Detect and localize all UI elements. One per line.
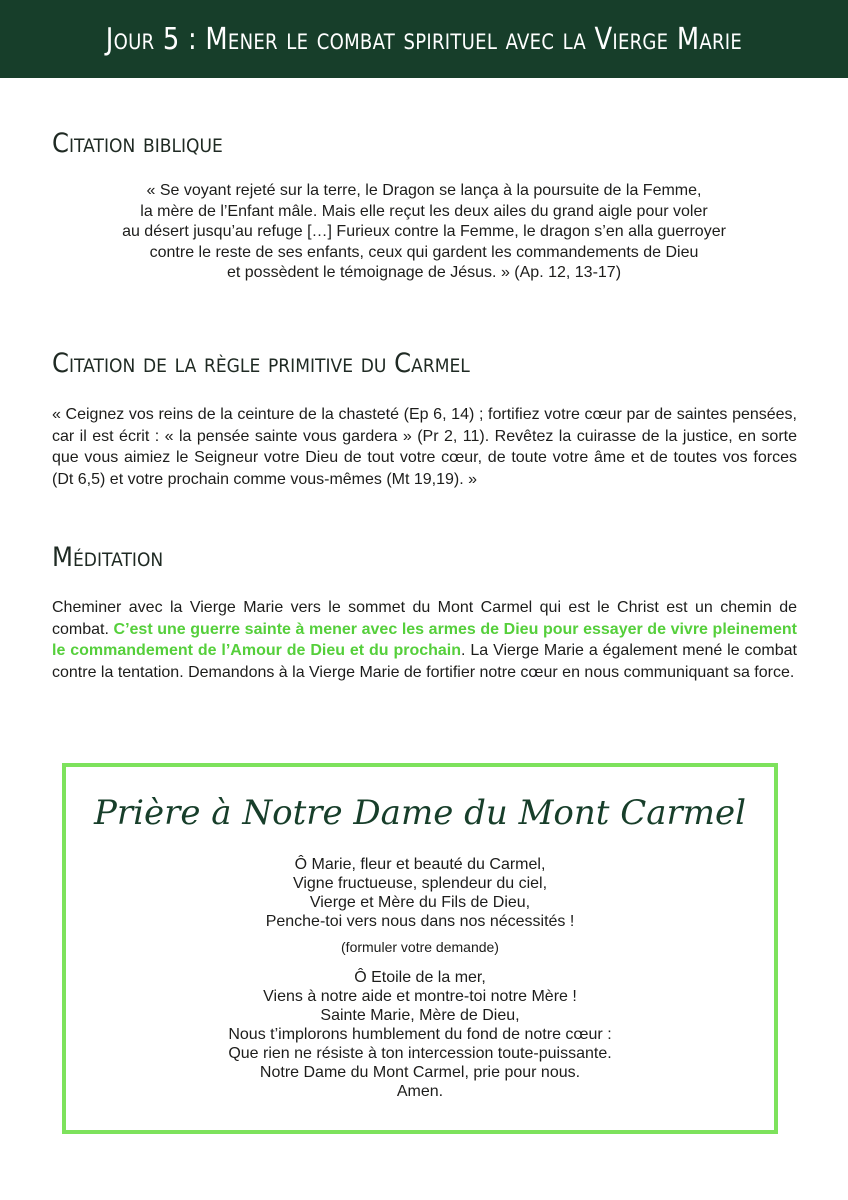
meditation-heading: Méditation xyxy=(52,542,164,573)
carmel-rule-quote: « Ceignez vos reins de la ceinture de la chasteté (Ep 6, 14) ; fortifiez votre cœur par de saintes pensées, car il est écrit : « la pensée sainte vous gardera » (Pr 2, 11). Revêtez la cuirasse de la justice, en sorte que vous aimiez le Seigneur votre Dieu de tout votre cœur, de toute votre âme et de toutes vos forces (Dt 6,5) et votre prochain comme vous-mêmes (Mt 19,19). » xyxy=(52,406,797,488)
prayer-line: Vierge et Mère du Fils de Dieu, xyxy=(309,894,531,911)
prayer-line: Notre Dame du Mont Carmel, prie pour nous. xyxy=(259,1064,581,1081)
bible-quote-line: « Se voyant rejeté sur la terre, le Dragon se lança à la poursuite de la Femme, xyxy=(146,182,702,199)
prayer-line: Amen. xyxy=(396,1083,444,1100)
page-header xyxy=(0,0,848,78)
bible-quote-line: et possèdent le témoignage de Jésus. » (Ap. 12, 13-17) xyxy=(226,264,622,281)
bible-quote xyxy=(60,181,788,284)
bible-quote-line: au désert jusqu’au refuge […] Furieux contre la Femme, le dragon s’en alla guerroyer xyxy=(122,223,726,240)
prayer-line: Viens à notre aide et montre-toi notre Mère ! xyxy=(263,988,577,1005)
meditation-text-intro: Cheminer avec la Vierge Marie vers le sommet du Mont Carmel qui est le Christ est un chemin de combat. xyxy=(52,599,797,638)
prayer-line: Sainte Marie, Mère de Dieu, xyxy=(320,1007,520,1024)
meditation-text-outro: . La Vierge Marie a également mené le combat contre la tentation. Demandons à la Vierge Marie de fortifier notre cœur en nous communiquant sa force. xyxy=(52,642,797,681)
meditation-highlight: C’est une guerre sainte à mener avec les armes de Dieu pour essayer de vivre pleinement le commandement de l’Amour de Dieu et du prochain xyxy=(52,620,798,659)
prayer-instruction: (formuler votre demande) xyxy=(341,939,499,955)
meditation-text xyxy=(52,597,797,683)
prayer-line: Nous t’implorons humblement du fond de notre cœur : xyxy=(228,1026,612,1043)
bible-citation-heading: Citation biblique xyxy=(52,128,223,159)
prayer-text xyxy=(66,855,774,1101)
prayer-line: Vigne fructueuse, splendeur du ciel, xyxy=(292,875,548,892)
page-title: Jour 5 : Mener le combat spirituel avec la Vierge Marie xyxy=(105,21,743,57)
prayer-line: Penche-toi vers nous dans nos nécessités ! xyxy=(265,913,575,930)
bible-quote-line: la mère de l’Enfant mâle. Mais elle reçut les deux ailes du grand aigle pour voler xyxy=(140,202,708,220)
prayer-line: Que rien ne résiste à ton intercession toute-puissante. xyxy=(228,1045,612,1062)
prayer-line: Ô Marie, fleur et beauté du Carmel, xyxy=(294,856,546,873)
prayer-title: Prière à Notre Dame du Mont Carmel xyxy=(93,793,747,833)
prayer-box xyxy=(62,763,778,1134)
prayer-line: Ô Etoile de la mer, xyxy=(354,969,486,986)
bible-quote-line: contre le reste de ses enfants, ceux qui gardent les commandements de Dieu xyxy=(149,243,699,261)
carmel-rule-heading: Citation de la règle primitive du Carmel xyxy=(52,348,470,379)
